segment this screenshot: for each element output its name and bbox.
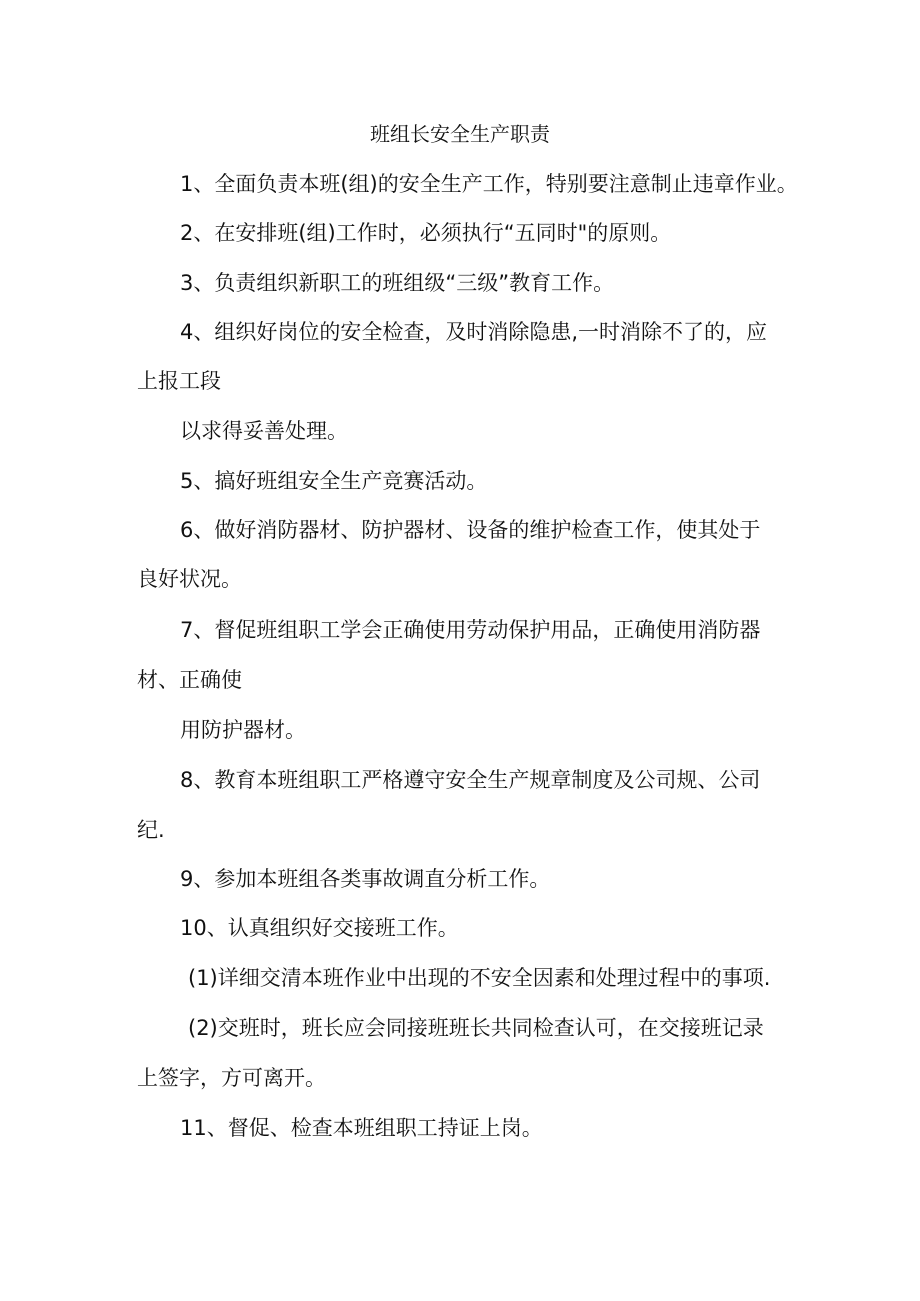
item-6-line: 6、做好消防器材、防护器材、设备的维护检查工作，使其处于 — [180, 518, 761, 542]
item-7-continuation-2: 用防护器材。 — [180, 718, 306, 742]
item-2-line: 2、在安排班(组)工作时，必须执行“五同时"的原则。 — [180, 221, 672, 245]
item-10-sub-2-continuation: 上签字，方可离开。 — [137, 1066, 326, 1090]
item-4-line: 4、组织好岗位的安全检查，及时消除隐患,一时消除不了的，应 — [180, 320, 768, 344]
item-11-line: 11、督促、检查本班组职工持证上岗。 — [180, 1116, 543, 1140]
item-8-line: 8、教育本班组职工严格遵守安全生产规章制度及公司规、公司 — [180, 768, 761, 792]
document-title: 班组长安全生产职责 — [370, 122, 550, 146]
item-10-sub-1-line: (1)详细交清本班作业中出现的不安全因素和处理过程中的事项. — [188, 966, 771, 990]
item-7-continuation: 材、正确使 — [137, 668, 242, 692]
item-5-line: 5、搞好班组安全生产竞赛活动。 — [180, 469, 488, 493]
item-4-continuation-2: 以求得妥善处理。 — [180, 419, 348, 443]
item-7-line: 7、督促班组职工学会正确使用劳动保护用品，正确使用消防器 — [180, 618, 761, 642]
item-10-line: 10、认真组织好交接班工作。 — [180, 916, 459, 940]
item-1-line: 1、全面负责本班(组)的安全生产工作，特别要注意制止违章作业。 — [180, 172, 798, 196]
item-9-line: 9、参加本班组各类事故调直分析工作。 — [180, 867, 551, 891]
item-8-continuation: 纪. — [137, 818, 165, 842]
item-10-sub-2-line: (2)交班时，班长应会同接班班长共同检查认可，在交接班记录 — [188, 1016, 764, 1040]
item-6-continuation: 良好状况。 — [137, 567, 242, 591]
item-3-line: 3、负责组织新职工的班组级“三级”教育工作。 — [180, 271, 615, 295]
item-4-continuation: 上报工段 — [137, 369, 221, 393]
